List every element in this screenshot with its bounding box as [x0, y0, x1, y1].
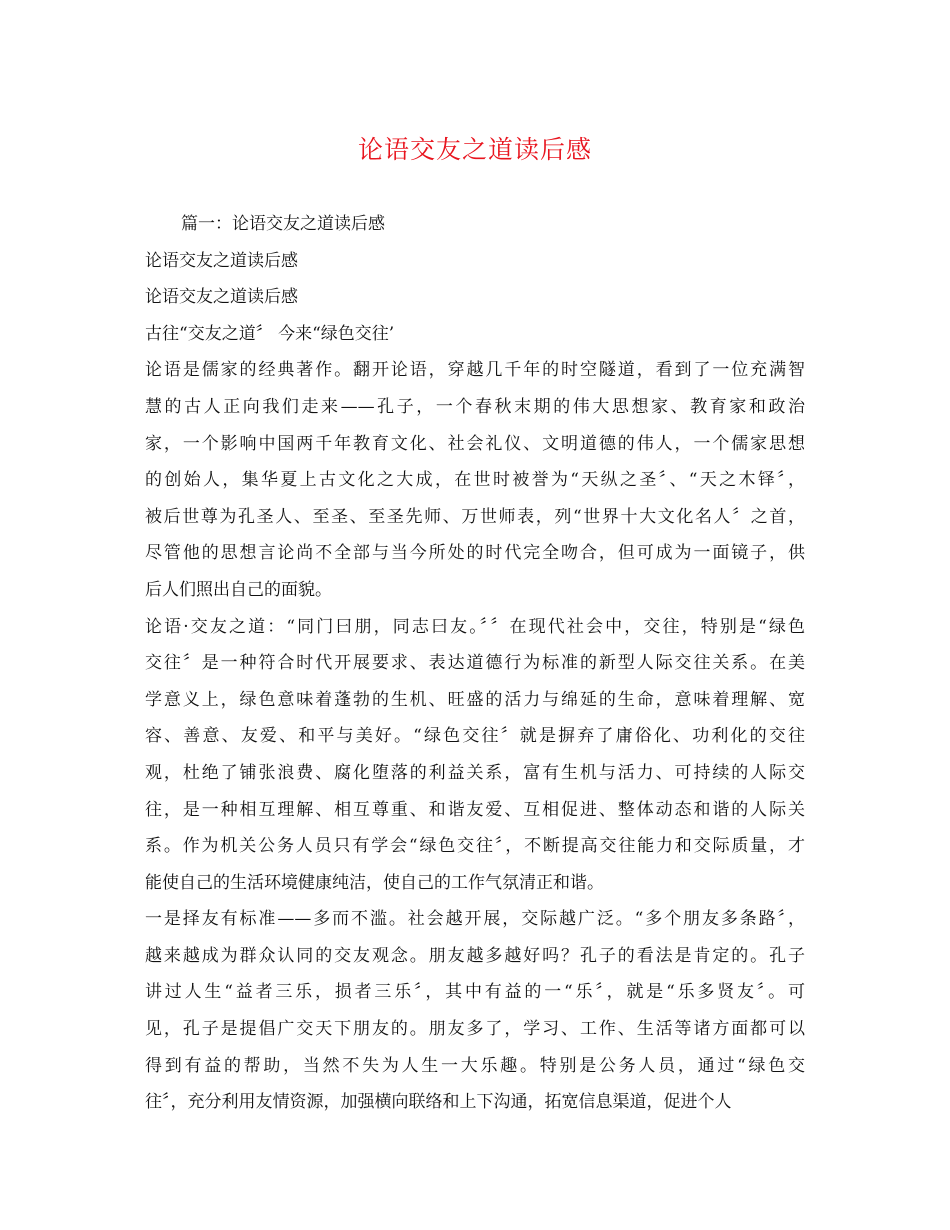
- paragraph-line: 学意义上，绿色意味着蓬勃的生机、旺盛的活力与绵延的生命，意味着理解、宽: [145, 689, 805, 710]
- paragraph-line: 系。作为机关公务人员只有学会“绿色交往〞，不断提高交往能力和交际质量，才: [145, 836, 805, 857]
- paragraph-green-interaction: [145, 609, 805, 902]
- paragraph-line: 被后世尊为孔圣人、至圣、至圣先师、万世师表，列“世界十大文化名人〞之首，: [145, 506, 805, 527]
- paragraph-line: 一是择友有标准——多而不滥。社会越开展，交际越广泛。“多个朋友多条路〞，: [145, 909, 805, 930]
- document-title: 论语交友之道读后感: [357, 135, 592, 164]
- paragraph-line: 容、善意、友爱、和平与美好。“绿色交往〞就是摒弃了庸俗化、功利化的交往: [145, 726, 805, 747]
- section-heading: 篇一：论语交友之道读后感: [181, 214, 385, 234]
- paragraph-line: 论语是儒家的经典著作。翻开论语，穿越几千年的时空隧道，看到了一位充满智: [145, 360, 805, 381]
- paragraph-line: 观，杜绝了铺张浪费、腐化堕落的利益关系，富有生机与活力、可持续的人际交: [145, 762, 805, 783]
- subtitle-line: 古往“交友之道〞 今来“绿色交往’: [145, 323, 395, 344]
- subtitle-line: 论语交友之道读后感: [145, 250, 298, 271]
- paragraph-line: 家，一个影响中国两千年教育文化、社会礼仪、文明道德的伟人，一个儒家思想: [145, 433, 805, 454]
- paragraph-confucius-intro: [145, 352, 805, 608]
- paragraph-line: 尽管他的思想言论尚不全部与当今所处的时代完全吻合，但可成为一面镜子，供: [145, 543, 805, 564]
- paragraph-line: 见，孔子是提倡广交天下朋友的。朋友多了，学习、工作、生活等诸方面都可以: [145, 1019, 805, 1040]
- subtitle-line: 论语交友之道读后感: [145, 287, 298, 308]
- paragraph-line: 越来越成为群众认同的交友观念。朋友越多越好吗？孔子的看法是肯定的。孔子: [145, 945, 805, 966]
- paragraph-line: 论语·交友之道：“同门曰朋，同志曰友。〞〞在现代社会中，交往，特别是“绿色: [145, 616, 805, 637]
- paragraph-line: 得到有益的帮助，当然不失为人生一大乐趣。特别是公务人员，通过“绿色交: [145, 1055, 805, 1076]
- document-body: [145, 206, 805, 1121]
- paragraph-line: 交往〞是一种符合时代开展要求、表达道德行为标准的新型人际交往关系。在美: [145, 653, 805, 674]
- paragraph-line: 往〞，充分利用友情资源，加强横向联络和上下沟通，拓宽信息渠道，促进个人: [145, 1092, 732, 1113]
- paragraph-line: 往，是一种相互理解、相互尊重、和谐友爱、互相促进、整体动态和谐的人际关: [145, 799, 805, 820]
- paragraph-line: 后人们照出自己的面貌。: [145, 579, 332, 600]
- paragraph-line: 讲过人生“益者三乐，损者三乐〞，其中有益的一“乐〞，就是“乐多贤友〞。可: [145, 982, 805, 1003]
- paragraph-line: 能使自己的生活环境健康纯洁，使自己的工作气氛清正和谐。: [145, 872, 604, 893]
- paragraph-line: 慧的古人正向我们走来——孔子，一个春秋末期的伟大思想家、教育家和政治: [145, 396, 805, 417]
- paragraph-line: 的创始人，集华夏上古文化之大成，在世时被誉为“天纵之圣〞、“天之木铎〞，: [145, 470, 805, 491]
- paragraph-choosing-friends: [145, 901, 805, 1121]
